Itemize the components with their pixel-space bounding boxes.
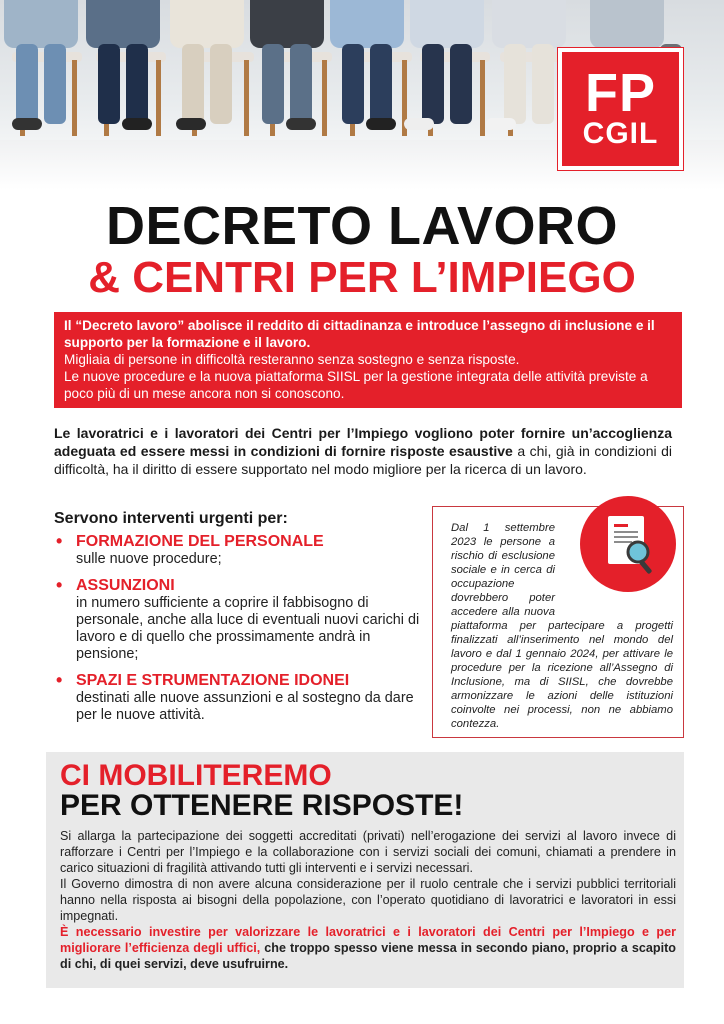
sidebox-text: Dal 1 settembre 2023 le persone a rischio di esclusione sociale e in cerca di occupazione dovrebbero poter accedere alla nuova piattaforma per partecipare a progetti finalizzati all’inserimento nel mondo del lavoro e dal 1 gennaio 2024, per attivare le procedure per la ricezione all’Assegno di Inclusione, ma di SIISL, che dovrebbe armonizzare le azioni delle istituzioni coinvolte nei processi, non ne abbiamo contezza.	[451, 522, 673, 730]
mobilization-paragraph-1: Si allarga la partecipazione dei soggetti accreditati (privati) nell’erogazione dei servizi al lavoro invece di rafforzare i Centri per l’Impiego e la collaborazione con i servizi sociali dei comuni, chiamati a prendere in carico situazioni di fragilità attivando tutti gli interventi e i servizi necessari.	[60, 829, 676, 875]
chair-leg	[244, 60, 249, 136]
person-torso	[250, 0, 324, 48]
person-shoe	[176, 118, 206, 130]
person-torso	[590, 0, 664, 48]
person-torso	[4, 0, 78, 48]
document-search-icon	[580, 496, 676, 592]
bullet-icon: •	[56, 670, 63, 690]
person-torso	[330, 0, 404, 48]
chair-leg	[156, 60, 161, 136]
person-leg	[504, 44, 526, 124]
person-leg	[450, 44, 472, 124]
person-torso	[492, 0, 566, 48]
person-shoe	[122, 118, 152, 130]
person-leg	[290, 44, 312, 124]
person-leg	[182, 44, 204, 124]
need-title: FORMAZIONE DEL PERSONALE	[76, 533, 324, 550]
chair-leg	[72, 60, 77, 136]
person-leg	[210, 44, 232, 124]
person-torso	[170, 0, 244, 48]
mobilization-red-text: È necessario investire per valorizzare le lavoratrici e i lavoratori dei Centri per l’Impiego e per migliorare l’efficienza degli uffici,	[60, 925, 676, 955]
need-desc: destinati alle nuove assunzioni e al sostegno da dare per le nuove attività.	[76, 690, 414, 723]
list-item	[54, 671, 424, 724]
person-leg	[422, 44, 444, 124]
person-shoe	[486, 118, 516, 130]
person-leg	[126, 44, 148, 124]
person-shoe	[366, 118, 396, 130]
mobilization-heading-1: CI MOBILITEREMO	[60, 759, 332, 792]
person-shoe	[286, 118, 316, 130]
fp-cgil-logo	[558, 48, 683, 170]
needs-list	[54, 532, 424, 732]
intro-rest: a chi, già in condizioni di difficoltà, ha il diritto di essere supportato nel modo migliore per la ricerca di un lavoro.	[54, 443, 672, 477]
need-title: SPAZI E STRUMENTAZIONE IDONEI	[76, 672, 350, 689]
person-shoe	[12, 118, 42, 130]
person-shoe	[404, 118, 434, 130]
page-title: DECRETO LAVORO	[105, 196, 619, 256]
document-search-svg	[580, 496, 676, 592]
person-leg	[262, 44, 284, 124]
needs-heading: Servono interventi urgenti per:	[54, 510, 288, 527]
bullet-icon: •	[56, 575, 63, 595]
intro-bold: Le lavoratrici e i lavoratori dei Centri per l’Impiego vogliono poter fornire un’accoglienza adeguata ed essere messi in condizioni di fornire risposte esaustive	[54, 425, 672, 459]
page-subtitle: & CENTRI PER L’IMPIEGO	[88, 253, 636, 302]
mobilization-panel	[46, 752, 684, 988]
mobilization-bold-text: che troppo spesso viene messa in secondo piano, proprio a scapito di chi, di quei servizi, deve usufruirne.	[60, 941, 676, 971]
summary-line-2: Migliaia di persone in difficoltà resteranno senza sostegno e senza risposte.	[64, 352, 520, 367]
person-leg	[342, 44, 364, 124]
logo-cgil: CGIL	[582, 117, 659, 150]
need-title: ASSUNZIONI	[76, 577, 175, 594]
person-leg	[44, 44, 66, 124]
chair-leg	[480, 60, 485, 136]
need-desc: sulle nuove procedure;	[76, 551, 222, 567]
person-leg	[98, 44, 120, 124]
need-desc: in numero sufficiente a coprire il fabbisogno di personale, anche alla luce di eventuali nuovi carichi di lavoro e di quello che prossimamente andrà in pensione;	[76, 595, 420, 662]
bullet-icon: •	[56, 531, 63, 551]
summary-bold: Il “Decreto lavoro” abolisce il reddito di cittadinanza e introduce l’assegno di inclusione e il supporto per la formazione e il lavoro.	[64, 318, 655, 350]
chair-leg	[322, 60, 327, 136]
intro-paragraph	[54, 424, 672, 478]
person-leg	[370, 44, 392, 124]
mobilization-paragraph-3	[60, 924, 676, 972]
mobilization-heading-2: PER OTTENERE RISPOSTE!	[60, 789, 464, 822]
person-torso	[410, 0, 484, 48]
summary-box	[54, 312, 682, 408]
person-leg	[16, 44, 38, 124]
mobilization-paragraph-2: Il Governo dimostra di non avere alcuna considerazione per il ruolo centrale che i servizi pubblici territoriali hanno nella risposta ai bisogni della popolazione, con l’operato quotidiano di lavoratrici e lavoratori in essi impegnati.	[60, 877, 676, 923]
summary-line-3: Le nuove procedure e la nuova piattaforma SIISL per la gestione integrata delle attività previste a poco più di un mese ancora non si conoscono.	[64, 369, 648, 401]
mobilization-text	[60, 828, 676, 972]
person-leg	[532, 44, 554, 124]
list-item	[54, 576, 424, 663]
person-torso	[86, 0, 160, 48]
logo-fp: FP	[584, 63, 656, 123]
list-item	[54, 532, 424, 568]
